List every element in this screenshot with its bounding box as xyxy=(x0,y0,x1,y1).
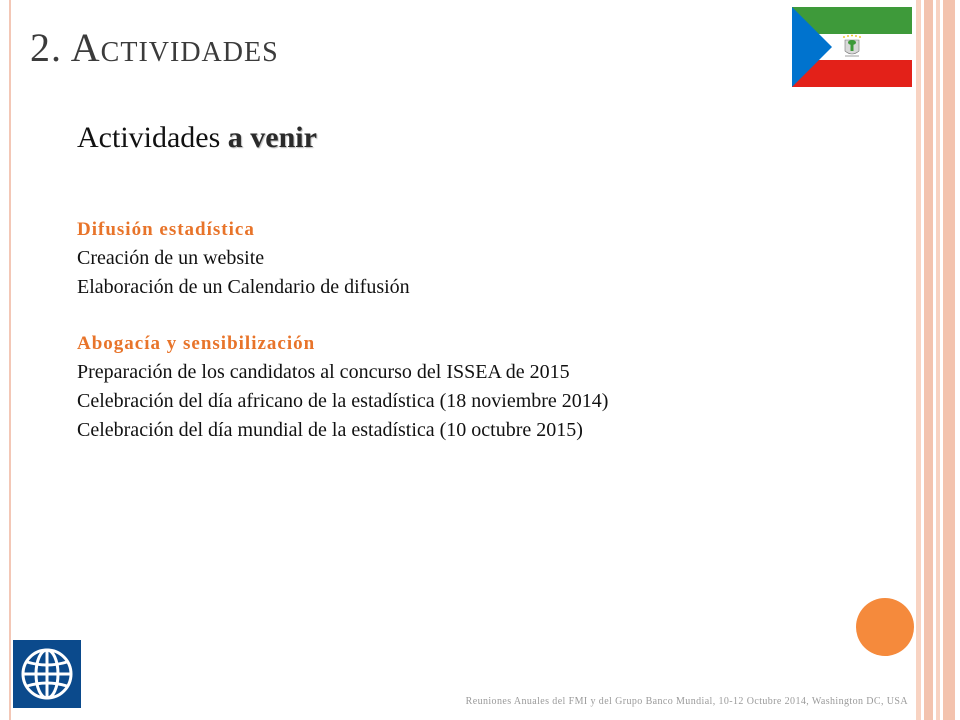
list-item: Elaboración de un Calendario de difusión xyxy=(77,276,410,298)
left-border-line xyxy=(9,0,11,720)
orange-circle-decoration xyxy=(856,598,914,656)
list-item: Celebración del día mundial de la estadística (10 octubre 2015) xyxy=(77,419,583,441)
section-heading-difusion: Difusión estadística xyxy=(77,219,255,240)
list-item: Celebración del día africano de la estadística (18 noviembre 2014) xyxy=(77,390,609,412)
section-heading-abogacia: Abogacía y sensibilización xyxy=(77,333,316,354)
right-decorative-stripes xyxy=(916,0,960,720)
list-item: Preparación de los candidatos al concurso del ISSEA de 2015 xyxy=(77,361,570,383)
slide-title: 2. Actividades xyxy=(30,25,279,70)
subtitle-text: Actividades xyxy=(77,121,228,154)
content-body xyxy=(77,216,837,445)
list-item: Creación de un website xyxy=(77,247,265,269)
subtitle-accent: a venir xyxy=(227,121,317,154)
equatorial-guinea-flag-icon xyxy=(792,7,912,87)
subtitle xyxy=(77,121,317,155)
footer-text: Reuniones Anuales del FMI y del Grupo Banco Mundial, 10-12 Octubre 2014, Washington DC, USA xyxy=(465,696,908,707)
world-bank-globe-logo-icon xyxy=(13,640,81,708)
